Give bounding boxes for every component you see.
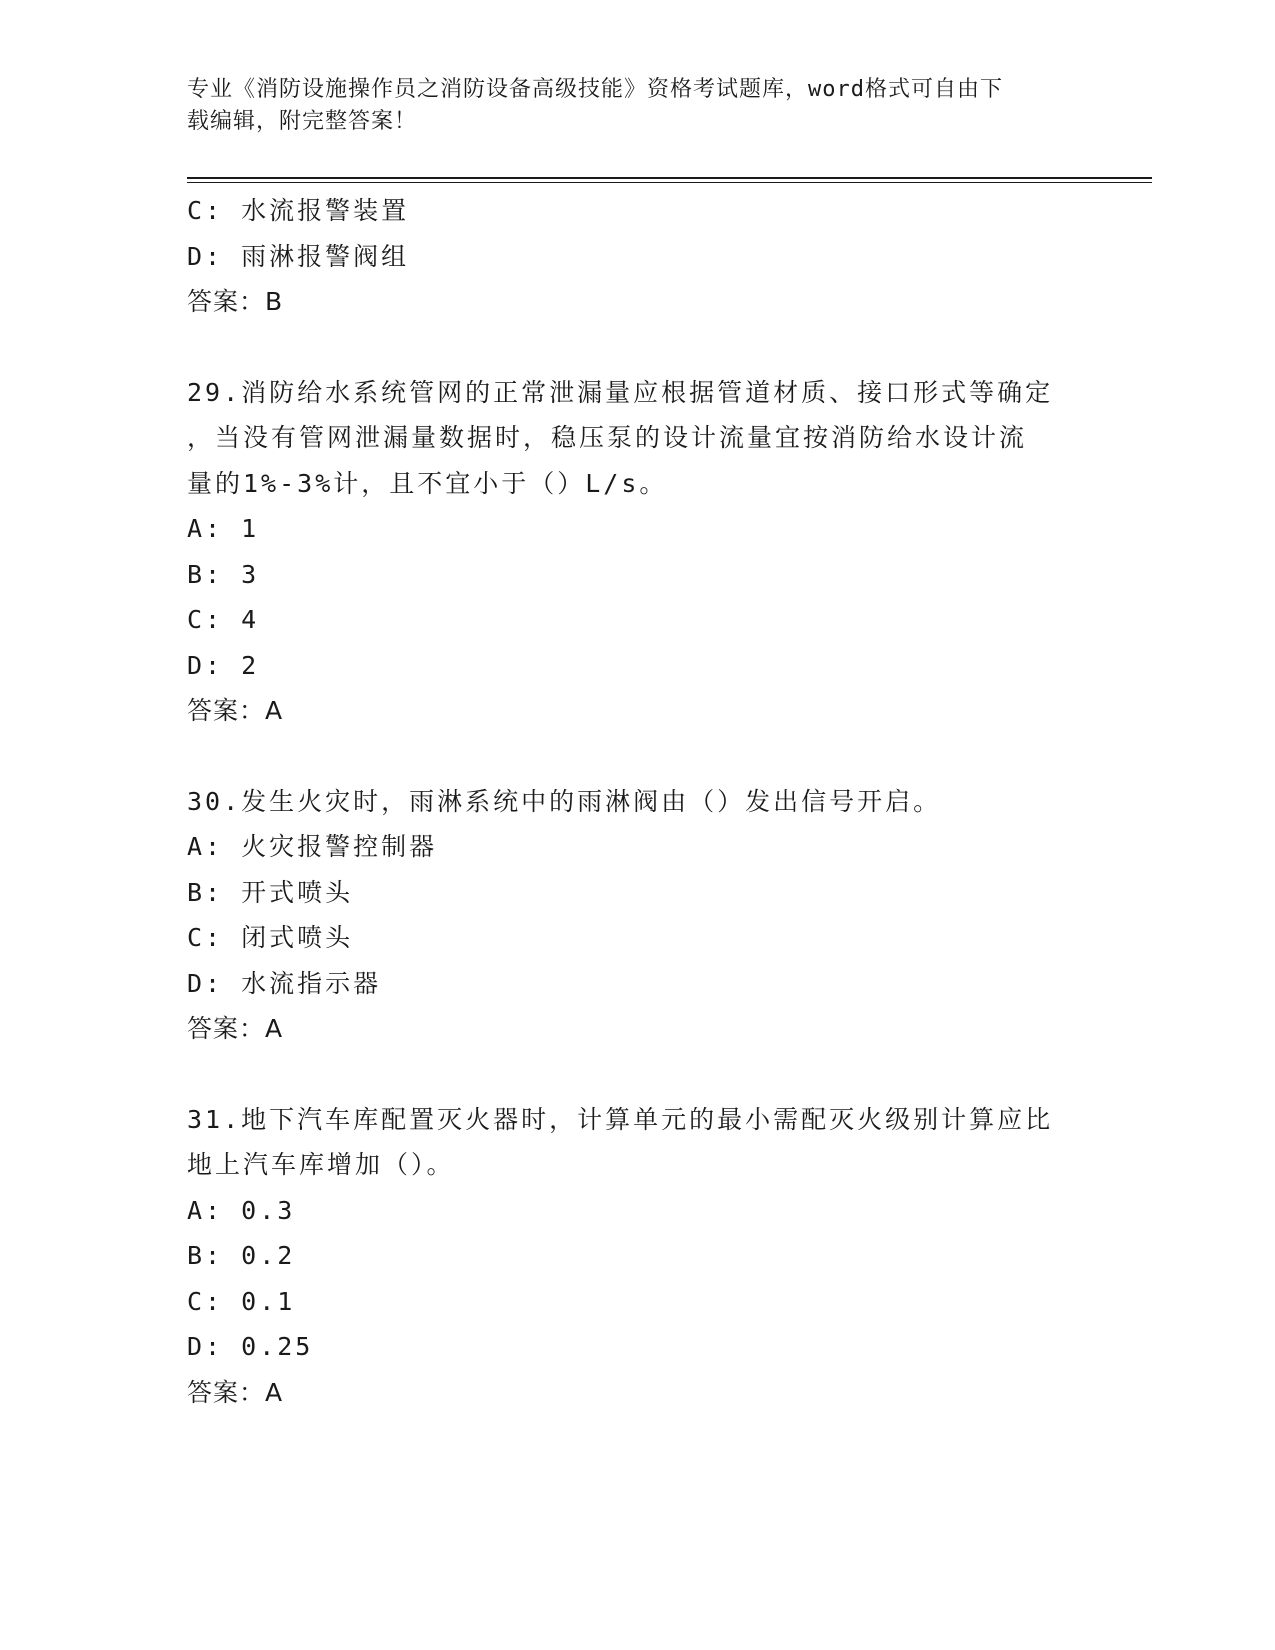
option-d: D: 雨淋报警阀组 [187, 241, 410, 271]
spacer [187, 325, 1087, 370]
question-block-prev [187, 188, 1087, 325]
header-line-1: 专业《消防设施操作员之消防设备高级技能》资格考试题库，word格式可自由下 [187, 77, 1003, 102]
option-b: B: 3 [187, 559, 260, 589]
option-d: D: 0.25 [187, 1332, 314, 1361]
answer-line: 答案：B [187, 287, 284, 316]
question-text-line: 量的1%-3%计，且不宜小于（）L/s。 [187, 468, 668, 498]
question-block-31 [187, 1097, 1087, 1416]
option-c: C: 闭式喷头 [187, 923, 354, 952]
header-line-2: 载编辑，附完整答案！ [187, 109, 418, 134]
header-divider-thin [187, 182, 1152, 183]
option-c: C: 水流报警装置 [187, 196, 410, 225]
spacer [187, 734, 1087, 779]
answer-line: 答案：A [187, 696, 284, 725]
answer-line: 答案：A [187, 1014, 284, 1043]
option-c: C: 0.1 [187, 1286, 296, 1316]
question-list [187, 188, 1087, 1415]
spacer [187, 1052, 1087, 1097]
document-header [187, 74, 1077, 138]
option-b: B: 开式喷头 [187, 877, 354, 907]
question-block-30 [187, 779, 1087, 1052]
question-text-line: 31.地下汽车库配置灭火器时，计算单元的最小需配灭火级别计算应比 [187, 1104, 1054, 1134]
header-divider-thick [187, 177, 1152, 179]
question-block-29 [187, 370, 1087, 734]
option-a: A: 1 [187, 514, 260, 543]
question-text-line: 29.消防给水系统管网的正常泄漏量应根据管道材质、接口形式等确定 [187, 377, 1054, 407]
answer-line: 答案：A [187, 1377, 284, 1407]
option-a: A: 火灾报警控制器 [187, 832, 438, 861]
option-b: B: 0.2 [187, 1241, 296, 1270]
option-a: A: 0.3 [187, 1195, 296, 1225]
option-d: D: 2 [187, 650, 260, 680]
question-text-line: 地上汽车库增加（）。 [187, 1150, 455, 1179]
option-d: D: 水流指示器 [187, 968, 382, 998]
question-text-line: 30.发生火灾时，雨淋系统中的雨淋阀由（）发出信号开启。 [187, 786, 942, 816]
question-text-line: ，当没有管网泄漏量数据时，稳压泵的设计流量宜按消防给水设计流 [187, 423, 1028, 452]
option-c: C: 4 [187, 605, 260, 634]
